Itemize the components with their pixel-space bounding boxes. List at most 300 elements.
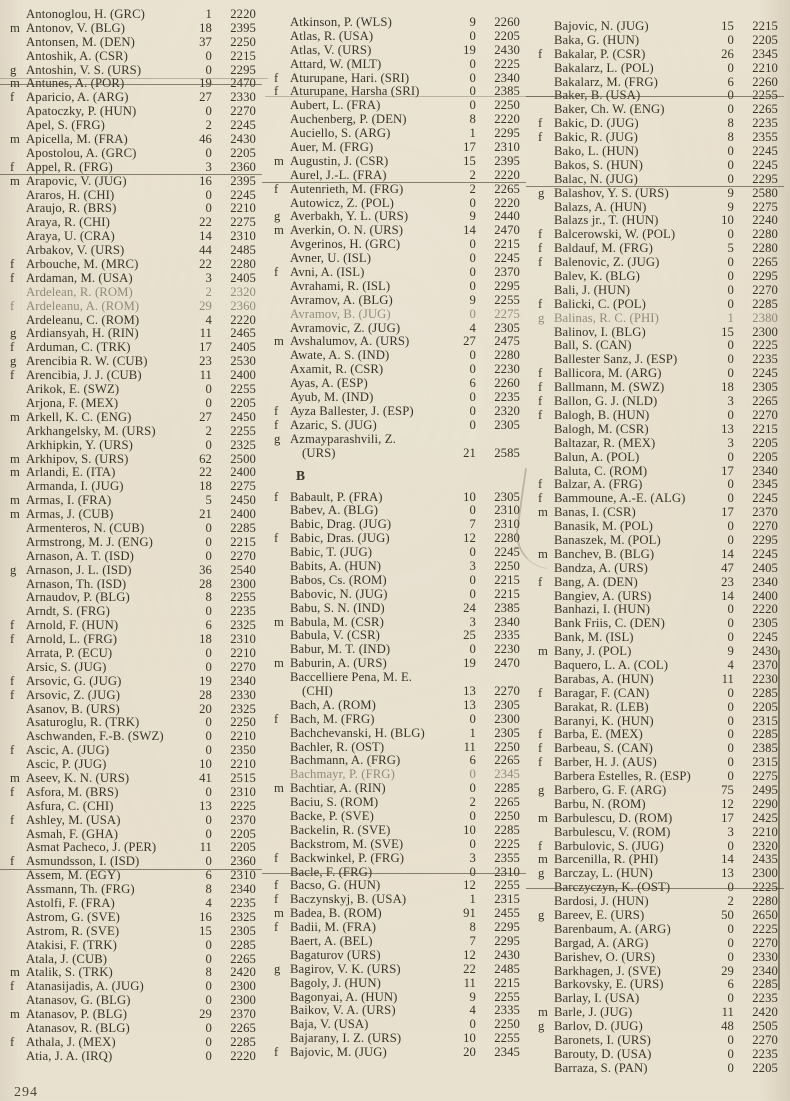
games-count: 23 [721, 574, 734, 589]
rating-column-middle [268, 0, 520, 1060]
player-name: Ascic, P. (JUG) [26, 758, 107, 772]
rating-row [4, 1050, 256, 1064]
title-letter [532, 20, 554, 34]
player-name: Augustin, J. (CSR) [290, 154, 389, 168]
rating-value: 2220 [230, 312, 256, 327]
title-letter [268, 991, 290, 1005]
rating-value: 2295 [494, 278, 520, 293]
title-letter [4, 883, 26, 897]
title-letter: f [274, 878, 279, 893]
games-count: 22 [199, 465, 212, 480]
title-letter: f [10, 1034, 15, 1049]
rating-value: 2270 [752, 282, 778, 297]
title-letter [4, 286, 26, 300]
rating-row [268, 629, 520, 643]
rating-row [532, 992, 778, 1006]
games-count: 0 [205, 534, 212, 549]
player-name: Bammoune, A.-E. (ALG) [554, 492, 686, 506]
player-name: Araya, R. (CHI) [26, 216, 110, 230]
rating-row [268, 768, 520, 782]
rating-value: 2225 [752, 338, 778, 353]
player-name: Arsovic, G. (JUG) [26, 674, 122, 688]
games-count: 18 [199, 479, 212, 494]
rating-value: 2265 [752, 255, 778, 270]
rating-row [4, 466, 256, 480]
rating-value: 2235 [494, 390, 520, 405]
games-count: 10 [721, 213, 734, 228]
player-name: Bagaturov (URS) [290, 948, 381, 962]
player-name-continued: (CHI) [302, 684, 333, 698]
rating-value: 2205 [752, 32, 778, 47]
player-name: Awate, A. S. (IND) [290, 349, 390, 363]
player-name: Balun, A. (POL) [554, 450, 640, 464]
games-count: 0 [205, 729, 212, 744]
title-letter [268, 1004, 290, 1018]
games-count: 1 [469, 126, 476, 141]
rating-value: 2305 [752, 380, 778, 395]
rating-row [268, 85, 520, 99]
player-name: Balazs jr., T. (HUN) [554, 214, 659, 228]
title-letter: f [10, 298, 15, 313]
title-letter: g [538, 908, 545, 922]
title-letter: f [538, 241, 543, 256]
games-count: 0 [727, 338, 734, 353]
rating-row [268, 44, 520, 58]
rating-row [268, 322, 520, 336]
page-number: 294 [14, 1085, 38, 1100]
player-name: Barbero, G. F. (ARG) [554, 783, 667, 797]
title-letter [532, 103, 554, 117]
games-count: 10 [463, 822, 476, 837]
rating-row [268, 532, 520, 546]
rating-value: 2280 [494, 348, 520, 363]
games-count: 17 [463, 140, 476, 155]
player-name: Barczyczyn, K. (OST) [554, 881, 671, 895]
rating-row [268, 419, 520, 433]
rating-row [4, 272, 256, 286]
player-name: Apicella, M. (FRA) [26, 133, 128, 147]
rating-value: 2215 [752, 19, 778, 33]
player-name: Barbera Estelles, R. (ESP) [554, 770, 691, 784]
games-count: 0 [469, 642, 476, 657]
games-count: 0 [469, 28, 476, 43]
player-name: Ascic, A. (JUG) [26, 744, 110, 758]
games-count: 0 [469, 403, 476, 418]
rating-row [268, 754, 520, 768]
title-letter: m [10, 20, 20, 35]
player-name: Ayas, A. (ESP) [290, 377, 368, 391]
rating-row [4, 744, 256, 758]
games-count: 48 [721, 1019, 734, 1034]
rating-row [532, 465, 778, 479]
rating-row [268, 113, 520, 127]
player-name: Aparicio, A. (ARG) [26, 91, 129, 105]
title-letter: f [10, 673, 15, 688]
rating-row [268, 518, 520, 532]
player-name: Bagoly, J. (HUN) [290, 976, 381, 990]
rating-value: 2255 [230, 382, 256, 397]
title-letter [268, 1032, 290, 1046]
rating-value: 2330 [230, 90, 256, 105]
games-count: 0 [205, 104, 212, 119]
rating-value: 2270 [752, 935, 778, 950]
section-header: B [296, 467, 306, 483]
title-letter: f [274, 920, 279, 935]
rating-value: 2395 [494, 153, 520, 168]
player-name: Ballmann, M. (SWZ) [554, 381, 665, 395]
rating-row [268, 16, 520, 30]
games-count: 28 [199, 576, 212, 591]
player-name: Assmann, Th. (FRG) [26, 883, 135, 897]
rating-value: 2215 [752, 421, 778, 436]
rating-value: 2650 [752, 908, 778, 922]
player-name: Bardosi, J. (HUN) [554, 895, 649, 909]
player-name: Badea, B. (ROM) [290, 907, 382, 921]
games-count: 4 [727, 657, 734, 672]
rating-value: 2250 [494, 1017, 520, 1032]
games-count: 11 [199, 368, 212, 383]
title-letter [532, 590, 554, 604]
title-letter [532, 992, 554, 1006]
player-name: Ayza Ballester, J. (ESP) [290, 404, 414, 418]
player-name: Barraza, S. (PAN) [554, 1061, 648, 1075]
games-count: 8 [469, 920, 476, 935]
player-name: Barbulovic, S. (JUG) [554, 839, 664, 853]
rating-value: 2330 [752, 949, 778, 964]
player-name: Ayub, M. (IND) [290, 391, 374, 405]
rating-value: 2285 [752, 977, 778, 992]
rating-value: 2295 [752, 532, 778, 547]
rating-value: 2470 [494, 223, 520, 238]
games-count: 5 [727, 241, 734, 256]
games-count: 0 [469, 586, 476, 601]
rating-value: 2245 [752, 366, 778, 381]
games-count: 0 [727, 282, 734, 297]
rating-value: 2440 [494, 209, 520, 224]
games-count: 9 [727, 644, 734, 659]
rating-row [532, 715, 778, 729]
rating-row [532, 242, 778, 256]
rating-row [268, 866, 520, 880]
rating-value: 2240 [752, 213, 778, 228]
rating-value: 2350 [230, 743, 256, 758]
games-count: 0 [205, 395, 212, 410]
rating-row [4, 244, 256, 258]
rating-value: 2245 [230, 118, 256, 133]
rating-row [268, 349, 520, 363]
title-letter [532, 937, 554, 951]
rating-row [4, 161, 256, 175]
rating-value: 2340 [752, 463, 778, 478]
player-name: Araros, H. (CHI) [26, 188, 115, 202]
player-name: Aturupane, Hari. (SRI) [290, 71, 410, 85]
rating-row [4, 841, 256, 855]
rating-value: 2215 [230, 534, 256, 549]
rating-value: 2430 [230, 132, 256, 147]
rating-row [532, 256, 778, 270]
title-letter [4, 383, 26, 397]
title-letter [532, 145, 554, 159]
player-name: Baquero, L. A. (COL) [554, 658, 669, 672]
title-letter [532, 201, 554, 215]
rating-row [4, 189, 256, 203]
rating-row [268, 447, 520, 461]
player-name: Astrom, G. (SVE) [26, 910, 120, 924]
player-name: Babos, Cs. (ROM) [290, 573, 387, 587]
player-name: Asmah, F. (GHA) [26, 827, 119, 841]
title-letter: f [538, 574, 543, 589]
player-name: Araya, U. (CRA) [26, 230, 115, 244]
rating-row [532, 48, 778, 62]
rating-value: 2275 [752, 199, 778, 214]
title-letter: m [538, 546, 548, 561]
rating-value: 2285 [752, 727, 778, 742]
games-count: 24 [463, 600, 476, 615]
player-name: Baltazar, R. (MEX) [554, 436, 656, 450]
title-letter [4, 703, 26, 717]
rating-row [268, 893, 520, 907]
games-count: 9 [727, 185, 734, 200]
title-letter: f [10, 812, 15, 827]
player-name: Atkinson, P. (WLS) [290, 16, 392, 29]
games-count: 14 [199, 229, 212, 244]
games-count: 0 [727, 519, 734, 534]
rating-row [4, 1036, 256, 1050]
rating-row [4, 522, 256, 536]
games-count: 8 [469, 112, 476, 127]
rating-value: 2475 [494, 334, 520, 349]
player-name: Asfora, M. (BRS) [26, 785, 119, 799]
rating-row [268, 377, 520, 391]
games-count: 18 [199, 20, 212, 35]
rating-row [532, 1034, 778, 1048]
player-name: Aschwanden, F.-B. (SWZ) [26, 730, 164, 744]
player-name: Armas, I. (FRA) [26, 494, 112, 508]
games-count: 0 [727, 921, 734, 936]
games-count: 2 [469, 795, 476, 810]
games-count: 46 [199, 132, 212, 147]
player-name: Arkhangelsky, M. (URS) [26, 424, 156, 438]
games-count: 0 [727, 838, 734, 853]
rating-value: 2215 [230, 48, 256, 63]
player-name: Barenbaum, A. (ARG) [554, 922, 671, 936]
games-count: 0 [727, 255, 734, 270]
rating-value: 2295 [230, 62, 256, 77]
title-letter [268, 602, 290, 616]
title-letter [532, 353, 554, 367]
rating-value: 2395 [230, 173, 256, 188]
rating-row [268, 616, 520, 630]
games-count: 1 [727, 310, 734, 325]
rating-value: 2220 [752, 602, 778, 617]
rating-value: 2300 [230, 576, 256, 591]
rating-row [4, 828, 256, 842]
player-name: Ballester Sanz, J. (ESP) [554, 353, 678, 367]
rating-row [532, 381, 778, 395]
player-name: Badii, M. (FRA) [290, 921, 377, 935]
title-letter: f [538, 296, 543, 311]
player-name: Arlandi, E. (ITA) [26, 466, 116, 480]
rating-row [268, 935, 520, 949]
title-letter [4, 605, 26, 619]
games-count: 0 [469, 781, 476, 796]
player-name: Babur, M. T. (IND) [290, 643, 391, 657]
rating-row [268, 210, 520, 224]
rating-value: 2285 [494, 781, 520, 796]
player-name: Barle, J. (JUG) [554, 1006, 633, 1020]
title-letter: m [274, 223, 284, 238]
title-letter [4, 36, 26, 50]
games-count: 13 [721, 421, 734, 436]
rating-row [4, 953, 256, 967]
rating-value: 2235 [230, 896, 256, 910]
title-letter [4, 119, 26, 133]
player-name: Bany, J. (POL) [554, 645, 632, 659]
games-count: 3 [205, 270, 212, 285]
player-name: Bargad, A. (ARG) [554, 936, 649, 950]
title-letter: f [274, 531, 279, 546]
player-name: Barkhagen, J. (SVE) [554, 964, 661, 978]
games-count: 0 [469, 195, 476, 210]
player-name: Ardeleanu, C. (ROM) [26, 313, 140, 327]
player-name: Asmundsson, I. (ISD) [26, 855, 140, 869]
rating-row [4, 411, 256, 425]
rating-value: 2270 [230, 548, 256, 563]
title-letter [532, 1062, 554, 1076]
rating-row [4, 869, 256, 883]
rating-row [532, 548, 778, 562]
games-count: 3 [205, 159, 212, 174]
rating-row [4, 1008, 256, 1022]
player-name: Babovic, N. (JUG) [290, 587, 388, 601]
title-letter: f [538, 255, 543, 270]
player-name: Baka, G. (HUN) [554, 33, 640, 47]
title-letter [268, 16, 290, 30]
title-letter: f [538, 366, 543, 381]
rating-row [532, 770, 778, 784]
games-count: 17 [199, 340, 212, 355]
games-count: 21 [463, 445, 476, 460]
player-name: Atalik, S. (TRK) [26, 966, 113, 980]
rating-value: 2420 [752, 1005, 778, 1020]
rating-row [268, 852, 520, 866]
player-name: Ardeleanu, A. (ROM) [26, 299, 140, 313]
title-letter [532, 173, 554, 187]
rating-row [268, 391, 520, 405]
rating-row [268, 796, 520, 810]
rating-row [268, 991, 520, 1005]
rating-row [532, 978, 778, 992]
rating-value: 2370 [230, 1007, 256, 1022]
title-letter [268, 349, 290, 363]
rating-value: 2255 [494, 1031, 520, 1046]
games-count: 0 [205, 812, 212, 827]
rating-row [4, 202, 256, 216]
player-name: Arnaudov, P. (BLG) [26, 591, 130, 605]
rating-row [4, 453, 256, 467]
title-letter [268, 127, 290, 141]
rating-row [532, 326, 778, 340]
games-count: 44 [199, 243, 212, 258]
rating-row [4, 369, 256, 383]
rating-row [532, 159, 778, 173]
player-name: Bacso, G. (HUN) [290, 879, 381, 893]
rating-value: 2360 [230, 159, 256, 174]
rating-row [532, 214, 778, 228]
rating-row [532, 395, 778, 409]
rating-value: 2215 [494, 586, 520, 601]
games-count: 6 [205, 618, 212, 633]
rating-value: 2210 [752, 824, 778, 839]
games-count: 13 [463, 697, 476, 712]
rating-value: 2310 [494, 140, 520, 155]
title-letter [268, 141, 290, 155]
rating-value: 2275 [230, 215, 256, 230]
rating-row [4, 300, 256, 314]
title-letter [268, 810, 290, 824]
rating-value: 2220 [230, 1048, 256, 1063]
rating-row [268, 1018, 520, 1032]
rating-row [4, 383, 256, 397]
player-name: Arnason, A. T. (ISD) [26, 549, 134, 563]
games-count: 17 [721, 810, 734, 825]
rating-value: 2580 [752, 185, 778, 200]
rating-value: 2280 [230, 257, 256, 272]
rating-value: 2265 [494, 181, 520, 196]
rating-row [268, 643, 520, 657]
title-letter: m [538, 644, 548, 659]
games-count: 15 [721, 324, 734, 339]
games-count: 3 [727, 435, 734, 450]
rating-row [4, 619, 256, 633]
title-letter [268, 699, 290, 713]
rating-row [268, 405, 520, 419]
rating-row [4, 925, 256, 939]
player-name: Bako, L. (HUN) [554, 145, 639, 159]
rating-row [4, 22, 256, 36]
rating-row [4, 647, 256, 661]
rating-value: 2485 [494, 961, 520, 976]
player-name: Antunes, A. (POR) [26, 77, 125, 91]
title-letter [268, 377, 290, 391]
games-count: 0 [205, 520, 212, 535]
rating-row [532, 659, 778, 673]
title-letter: m [10, 770, 20, 785]
rating-value: 2340 [230, 673, 256, 688]
title-letter [532, 978, 554, 992]
games-count: 0 [469, 836, 476, 851]
title-letter [268, 294, 290, 308]
rating-row [268, 238, 520, 252]
rating-row [532, 617, 778, 631]
rating-row [4, 1022, 256, 1036]
player-name: Baronets, I. (URS) [554, 1034, 651, 1048]
player-name: Arkhipov, S. (URS) [26, 452, 129, 466]
rating-value: 2455 [494, 906, 520, 921]
rating-row [4, 64, 256, 78]
rating-value: 2355 [752, 130, 778, 145]
games-count: 0 [727, 616, 734, 631]
player-name: Bandza, A. (URS) [554, 561, 648, 575]
player-name: Banasik, M. (POL) [554, 520, 653, 534]
games-count: 14 [721, 546, 734, 561]
title-letter: m [10, 409, 20, 424]
title-letter: m [538, 852, 548, 867]
rating-row [532, 590, 778, 604]
rating-value: 2205 [752, 449, 778, 464]
player-name: Barcenilla, R. (PHI) [554, 853, 659, 867]
title-letter [532, 617, 554, 631]
